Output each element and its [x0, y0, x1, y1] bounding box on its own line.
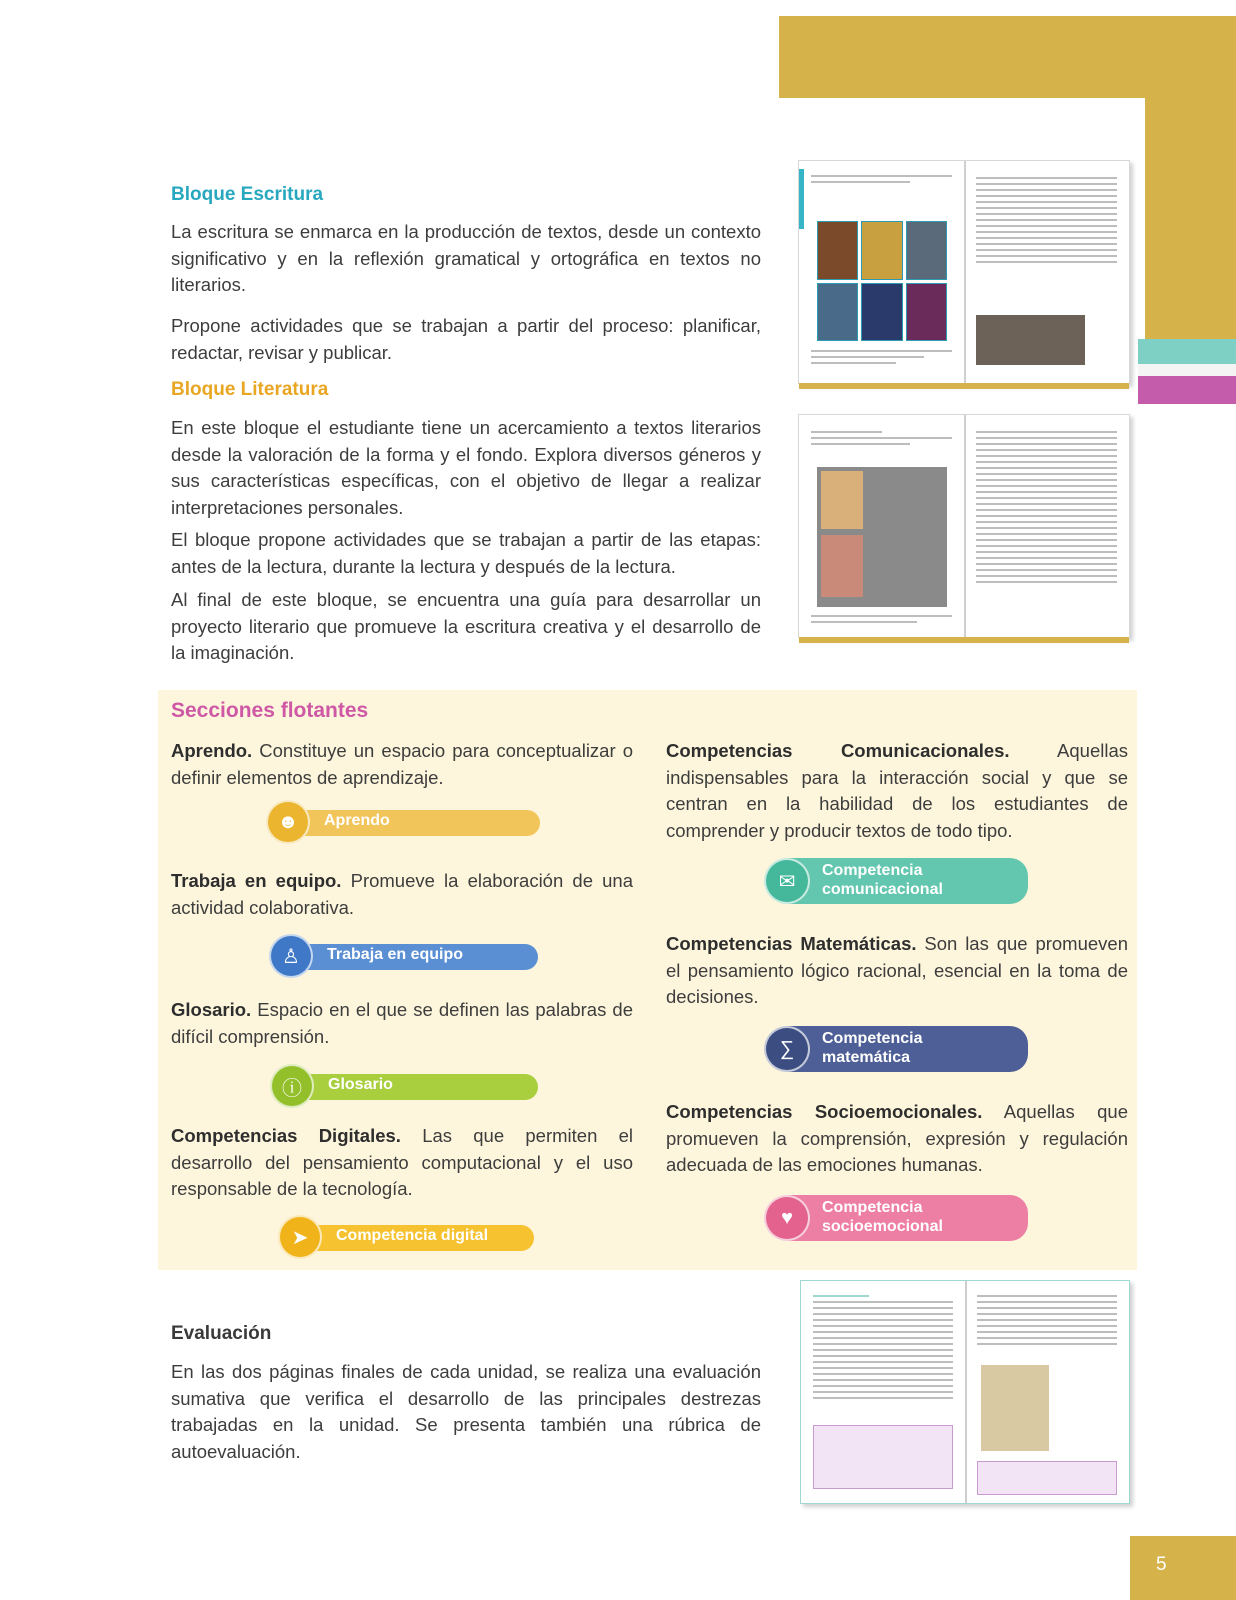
glosario-description [171, 997, 633, 1050]
open-book-info-icon: ⓘ [270, 1064, 314, 1108]
aprendo-text: Constituye un espacio para conceptualizar o definir elementos de aprendizaje. [171, 740, 633, 788]
digitales-text: Las que permiten el desarrollo del pensamiento computacional y el uso responsable de la tecnología. [171, 1125, 633, 1199]
right-page [968, 165, 1125, 379]
literatura-heading: Bloque Literatura [171, 379, 329, 400]
book-spine [965, 1281, 967, 1503]
literatura-sample-pages [798, 414, 1130, 638]
glosario-title: Glosario. [171, 999, 252, 1020]
rubric-table [813, 1425, 953, 1489]
equipo-badge-label: Trabaja en equipo [327, 946, 464, 963]
aprendo-title: Aprendo. [171, 740, 253, 761]
left-page [803, 165, 960, 379]
literatura-paragraph-1: En este bloque el estudiante tiene un acercamiento a textos literarios desde la valoración de la forma y el fondo. Explora diversos géneros y sus características específicas, con el objetivo de llegar a realizar interpretaciones personales. [171, 417, 761, 518]
socioemocionales-title: Competencias Socioemocionales. [666, 1101, 983, 1122]
page-number: 5 [1130, 1536, 1236, 1600]
escritura-heading: Bloque Escritura [171, 184, 324, 205]
digital-badge-label: Competencia digital [336, 1227, 489, 1244]
group-icon: ♙ [269, 934, 313, 978]
equipo-badge [269, 936, 538, 976]
authors-photo [817, 467, 947, 607]
handshake-icon: ♥ [764, 1195, 810, 1241]
text-lines [977, 1295, 1117, 1349]
equipo-title: Trabaja en equipo. [171, 870, 342, 891]
right-page [968, 419, 1125, 633]
left-page [803, 419, 960, 633]
matematicas-text: Son las que promueven el pensamiento lógico racional, esencial en la toma de decisiones. [666, 933, 1129, 1007]
evaluacion-paragraph: En las dos páginas finales de cada unidad, se realiza una evaluación sumativa que verifica el desarrollo de las principales destrezas trabajadas en la unidad. Se presenta también una rúbrica de autoevaluación. [171, 1361, 761, 1462]
comunicacional-badge [764, 858, 1028, 906]
book-spine [964, 161, 966, 383]
cursor-icon: ➤ [278, 1215, 322, 1259]
escritura-paragraph-2: Propone actividades que se trabajan a partir del proceso: planificar, redactar, revisar y publicar. [171, 315, 761, 363]
socioemocional-badge-label: Competencia socioemocional [822, 1199, 943, 1235]
right-page [969, 1285, 1125, 1499]
magenta-strip [1138, 376, 1236, 404]
evaluacion-sample-pages [800, 1280, 1130, 1504]
glosario-badge-label: Glosario [328, 1076, 393, 1093]
comunicacionales-description [666, 738, 1128, 844]
comunicacionales-text: Aquellas indispensables para la interacción social y que se centran en la habilidad de los estudiantes de comprender y producir textos de todo tipo. [666, 740, 1128, 841]
literatura-paragraph-2: El bloque propone actividades que se trabajan a partir de las etapas: antes de la lectura, durante la lectura y después de la lectura. [171, 529, 761, 577]
comunicacionales-title: Competencias Comunicacionales. [666, 740, 1010, 761]
text-lines [976, 177, 1117, 267]
text-lines [811, 175, 952, 187]
dancers-illustration [981, 1365, 1049, 1451]
evaluacion-heading: Evaluación [171, 1323, 272, 1344]
page-bottom-bar [799, 637, 1129, 643]
socioemocional-badge [764, 1195, 1028, 1243]
escritura-sample-pages [798, 160, 1130, 384]
laptop-photo [976, 315, 1085, 365]
left-page [805, 1285, 961, 1499]
glosario-badge [270, 1066, 538, 1106]
escritura-paragraph-1: La escritura se enmarca en la producción de textos, desde un contexto significativo y en la reflexión gramatical y ortográfica en textos no literarios. [171, 221, 761, 295]
matematica-badge [764, 1026, 1028, 1074]
aprendo-badge-label: Aprendo [324, 812, 390, 829]
digitales-description [171, 1123, 633, 1203]
matematicas-title: Competencias Matemáticas. [666, 933, 917, 954]
secciones-heading: Secciones flotantes [171, 699, 369, 722]
self-evaluation-table [977, 1461, 1117, 1495]
aprendo-description [171, 738, 633, 791]
teal-strip [1138, 339, 1236, 364]
equipo-text: Promueve la elaboración de una actividad colaborativa. [171, 870, 633, 918]
matematicas-description [666, 931, 1128, 1011]
literatura-paragraph-3: Al final de este bloque, se encuentra una guía para desarrollar un proyecto literario que promueve la escritura creativa y el desarrollo de la imaginación. [171, 589, 761, 663]
text-lines [811, 615, 952, 627]
socioemocionales-description [666, 1099, 1128, 1179]
equipo-description [171, 868, 633, 921]
socioemocionales-text: Aquellas que promueven la comprensión, expresión y regulación adecuada de las emociones humanas. [666, 1101, 1128, 1175]
aprendo-badge [266, 802, 540, 842]
comunicacional-badge-label: Competencia comunicacional [822, 862, 943, 898]
glosario-text: Espacio en el que se definen las palabras de difícil comprensión. [171, 999, 633, 1047]
book-spine [964, 415, 966, 637]
math-symbols-icon: ∑ [764, 1026, 810, 1072]
digital-badge [278, 1217, 534, 1257]
text-lines [811, 350, 952, 368]
text-lines [813, 1295, 953, 1403]
digitales-title: Competencias Digitales. [171, 1125, 401, 1146]
movie-posters-image [817, 221, 947, 341]
page-bottom-bar [799, 383, 1129, 389]
corner-decoration-side [1145, 16, 1236, 339]
text-lines [976, 431, 1117, 587]
text-lines [811, 431, 952, 449]
matematica-badge-label: Competencia matemática [822, 1030, 923, 1066]
speech-bubbles-icon: ✉ [764, 858, 810, 904]
strip-gap [1138, 364, 1236, 376]
person-reading-icon: ☻ [266, 800, 310, 844]
